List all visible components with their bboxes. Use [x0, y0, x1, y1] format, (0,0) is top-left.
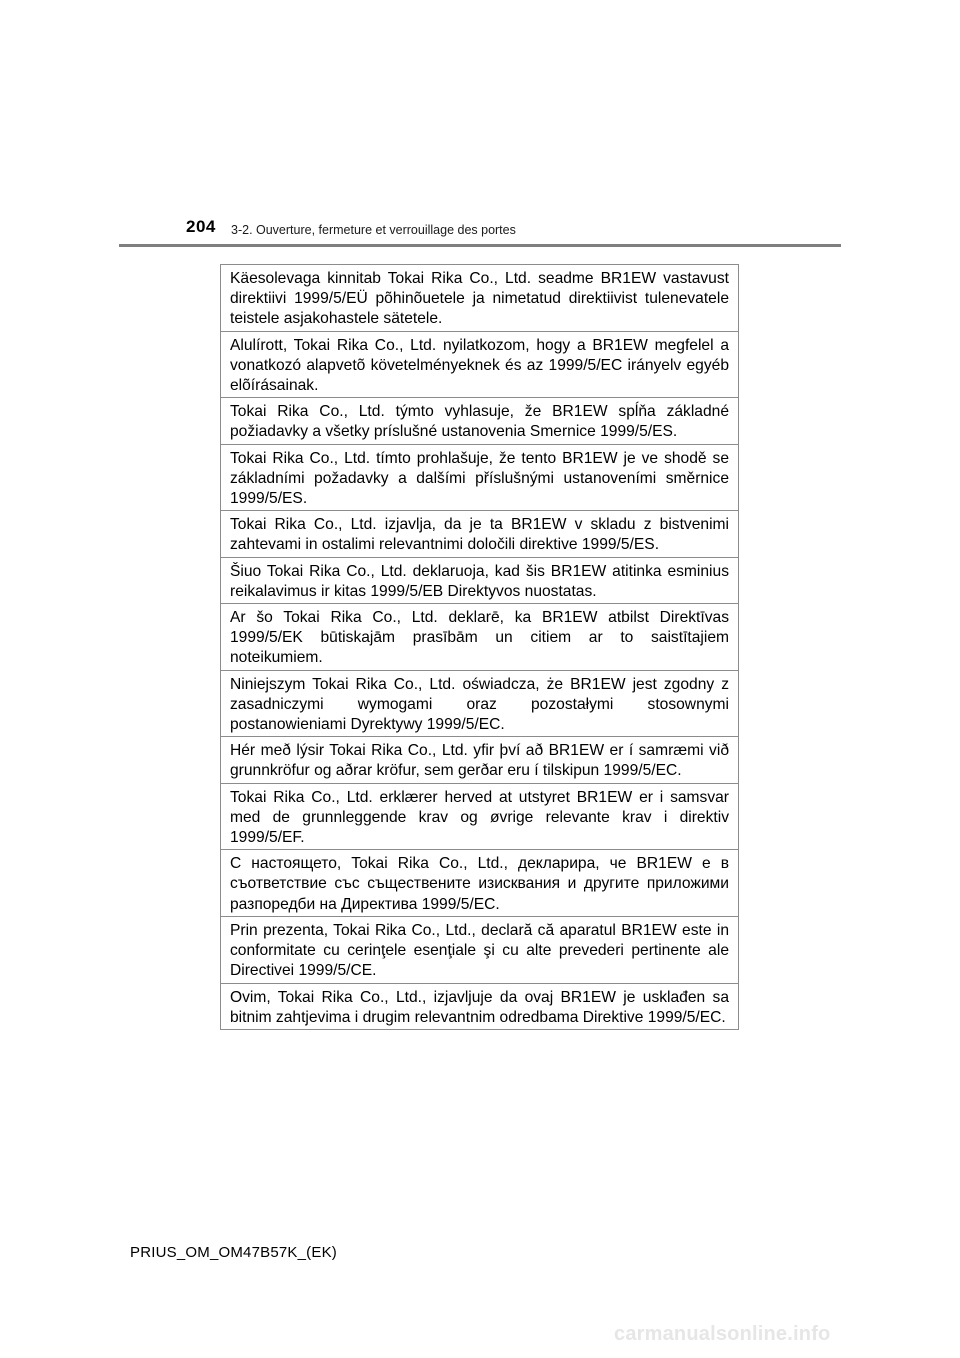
declaration-norwegian: Tokai Rika Co., Ltd. erklærer herved at utstyret BR1EW er i samsvar med de grunnleggende krav og øvrige relevante krav i direktiv 1999/5/EF. — [221, 784, 738, 851]
declaration-estonian: Käesolevaga kinnitab Tokai Rika Co., Ltd. seadme BR1EW vastavust direktiivi 1999/5/EÜ põhinõuetele ja nimetatud direktiivist tulenevatele teistele asjakohastele sätetele. — [221, 265, 738, 332]
declaration-latvian: Ar šo Tokai Rika Co., Ltd. deklarē, ka BR1EW atbilst Direktīvas 1999/5/EK būtiskajām prasībām un citiem ar to saistītajiem noteikumiem. — [221, 604, 738, 671]
declaration-romanian: Prin prezenta, Tokai Rika Co., Ltd., declară că aparatul BR1EW este in conformitate cu cerinţele esenţiale şi cu alte prevederi pertinente ale Directivei 1999/5/CE. — [221, 917, 738, 984]
declaration-slovak: Tokai Rika Co., Ltd. týmto vyhlasuje, že BR1EW spĺňa základné požiadavky a všetky príslušné ustanovenia Smernice 1999/5/ES. — [221, 398, 738, 444]
declaration-hungarian: Alulírott, Tokai Rika Co., Ltd. nyilatkozom, hogy a BR1EW megfelel a vonatkozó alapvetõ követelményeknek és az 1999/5/EC irányelv egyéb elõírásainak. — [221, 332, 738, 399]
header-divider — [119, 244, 841, 247]
section-title: 3-2. Ouverture, fermeture et verrouillage des portes — [231, 223, 516, 237]
declaration-table — [220, 264, 739, 1030]
watermark: carmanualsonline.info — [614, 1323, 831, 1345]
declaration-czech: Tokai Rika Co., Ltd. tímto prohlašuje, že tento BR1EW je ve shodě se základními požadavky a dalšími příslušnými ustanoveními směrnice 1999/5/ES. — [221, 445, 738, 512]
declaration-croatian: Ovim, Tokai Rika Co., Ltd., izjavljuje da ovaj BR1EW je usklađen sa bitnim zahtjevima i drugim relevantnim odredbama Direktive 1999/5/EC. — [221, 984, 738, 1030]
declaration-bulgarian: С настоящето, Tokai Rika Co., Ltd., декларира, че BR1EW е в съответствие със съществените изисквания и другите приложими разпоредби на Директива 1999/5/ЕС. — [221, 850, 738, 917]
declaration-lithuanian: Šiuo Tokai Rika Co., Ltd. deklaruoja, kad šis BR1EW atitinka esminius reikalavimus ir kitas 1999/5/EB Direktyvos nuostatas. — [221, 558, 738, 604]
declaration-icelandic: Hér með lýsir Tokai Rika Co., Ltd. yfir því að BR1EW er í samræmi við grunnkröfur og aðrar kröfur, sem gerðar eru í tilskipun 1999/5/EC. — [221, 737, 738, 783]
declaration-slovenian: Tokai Rika Co., Ltd. izjavlja, da je ta BR1EW v skladu z bistvenimi zahtevami in ostalimi relevantnimi določili direktive 1999/5/ES. — [221, 511, 738, 557]
page-number: 204 — [186, 217, 216, 236]
declaration-polish: Niniejszym Tokai Rika Co., Ltd. oświadcza, że BR1EW jest zgodny z zasadniczymi wymogami oraz pozostałymi stosownymi postanowieniami Dyrektywy 1999/5/EC. — [221, 671, 738, 738]
document-code: PRIUS_OM_OM47B57K_(EK) — [130, 1244, 337, 1261]
